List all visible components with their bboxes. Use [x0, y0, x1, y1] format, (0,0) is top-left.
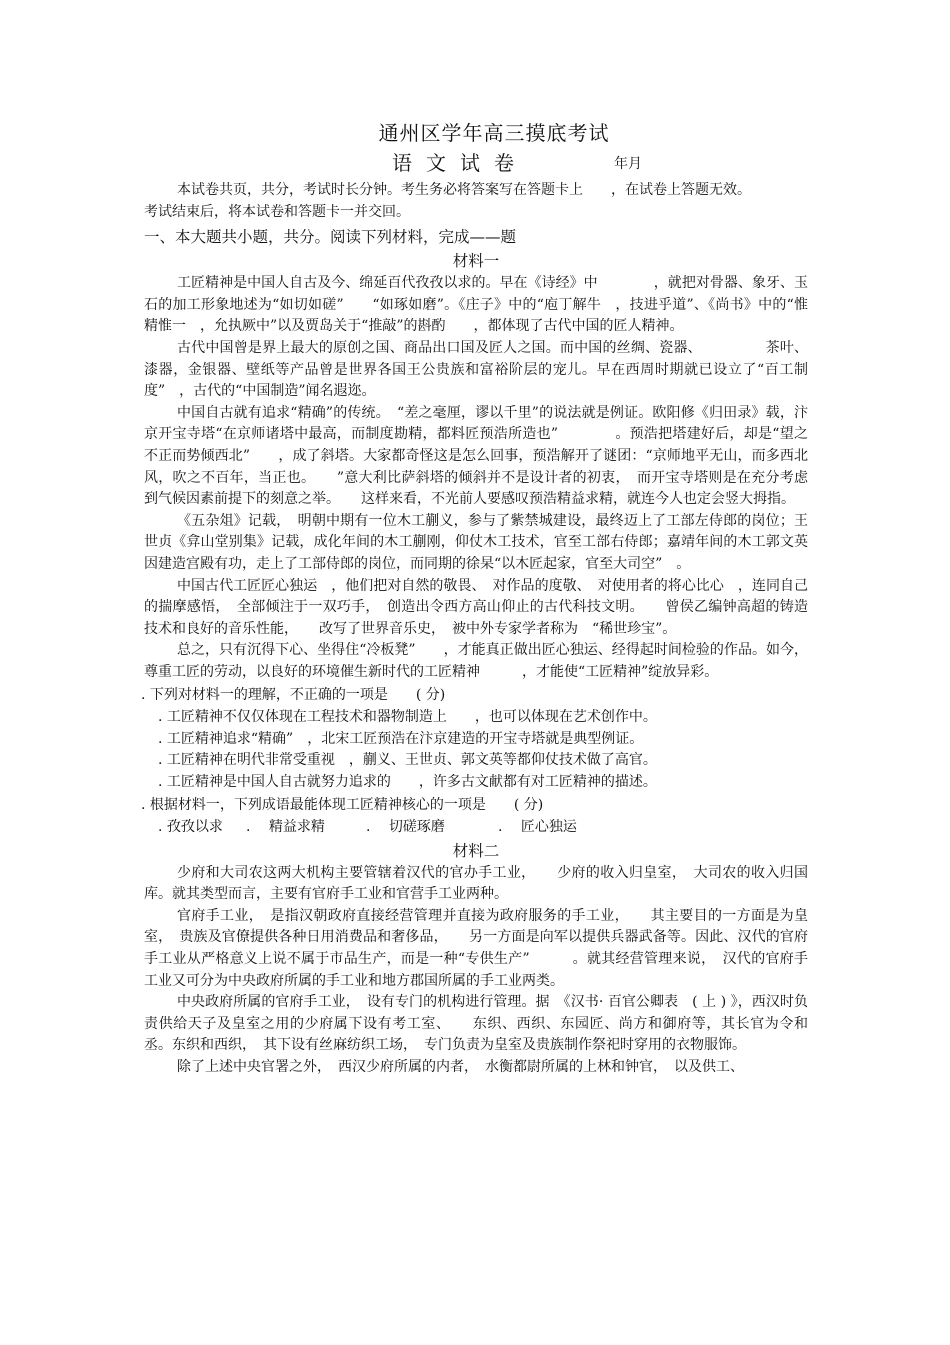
material-one-paragraph: 工匠精神是中国人自古及今、绵延百代孜孜以求的。早在《诗经》中 ，就把对骨器、象牙、玉石的加工形象地述为“如切如磋” “如琢如磨”。《庄子》中的“庖丁解牛 ，技进乎道”、《尚书》中的“惟精惟一 ，允执厥中”以及贾岛关于“推敲”的斟酌 ，都体现了古代中国的匠人精神。 [144, 275, 808, 335]
material-one-paragraph: 中国自古就有追求“精确”的传统。 “差之毫厘，谬以千里”的说法就是例证。欧阳修《归田录》载，汴京开宝寺塔“在京师诸塔中最高，而制度勘精，都料匠预浩所造也” 。预浩把塔建好后，却是“望之不正而势倾西北” ，成了斜塔。大家都奇怪这是怎么回事，预浩解开了谜团：“京师地平无山，而多西北风，吹之不百年，当正也。 ”意大利比萨斜塔的倾斜并不是设计者的初衷， 而开宝寺塔则是在充分考虑到气候因素前提下的刻意之举。 这样来看，不光前人要感叹预浩精益求精，就连今人也定会竖大拇指。 [144, 404, 808, 508]
material-one-paragraph: 中国古代工匠匠心独运 ，他们把对自然的敬畏、 对作品的度敬、 对使用者的将心比心 ，连同自己的揣摩感悟， 全部倾注于一双巧手， 创造出令西方高山仰止的古代科技文明。 曾侯乙编钟高超的铸造技术和良好的音乐性能， 改写了世界音乐史， 被中外专家学者称为 “稀世珍宝”。 [144, 577, 808, 637]
material-one-paragraph: 《五杂俎》记载， 明朝中期有一位木工蒯义，参与了紫禁城建设，最终迈上了工部左侍郎的岗位；王世贞《弇山堂别集》记载，成化年间的木工蒯刚，仰仗木工技术，官至工部右侍郎；嘉靖年间的木工郭文英因建造宫殿有功，走上了工部侍郎的岗位，而同期的徐杲“以木匠起家，官至大司空” 。 [144, 512, 808, 572]
question-2-options [158, 817, 808, 839]
material-two-paragraph: 少府和大司农这两大机构主要管辖着汉代的官办手工业， 少府的收入归皇室， 大司农的收入归国库。就其类型而言，主要有官府手工业和官营手工业两种。 [144, 864, 808, 903]
paper-subtitle: 语文试卷 [392, 151, 528, 175]
exam-title: 通州区学年高三摸底考试 [378, 121, 610, 145]
section-one-heading: 一、本大题共小题，共分。阅读下列材料，完成——题 [144, 228, 517, 247]
material-two-paragraph: 官府手工业， 是指汉朝政府直接经营管理并直接为政府服务的手工业， 其主要目的一方面是为皇室， 贵族及官僚提供各种日用消费品和奢侈品， 另一方面是向军以提供兵器武备等。因此、汉代的官府手工业从严格意义上说不属于市品生产，而是一种“专供生产” 。就其经营管理来说， 汉代的官府手工业又可分为中央政府所属的手工业和地方郡国所属的手工业两类。 [144, 907, 808, 989]
material-two-title: 材料二 [452, 841, 500, 860]
material-two-paragraph: 中央政府所属的官府手工业， 设有专门的机构进行管理。据 《汉书· 百官公卿表 ( 上 ) 》，西汉时负责供给天子及皇室之用的少府属下设有考工室、 东织、西织、东园匠、尚方和御府等，其长官为令和丞。东织和西织， 其下设有丝麻纺织工场， 专门负责为皇室及贵族制作祭祀时穿用的衣物服饰。 [144, 994, 808, 1054]
subtitle-row [144, 150, 808, 176]
exam-date: 年月 [614, 156, 642, 172]
question-1-option: . 工匠精神追求“精确” ，北宋工匠预浩在汴京建造的开宝寺塔就是典型例证。 [158, 730, 644, 747]
material-two-paragraph: 除了上述中央官署之外， 西汉少府所属的内者， 水衡都尉所属的上林和钟官， 以及供工、 [177, 1058, 744, 1075]
question-1-stem: . 下列对材料一的理解，不正确的一项是 ( 分) [141, 687, 446, 704]
material-one-title: 材料一 [452, 252, 500, 271]
question-1-option: . 工匠精神不仅仅体现在工程技术和器物制造上 ，也可以体现在艺术创作中。 [158, 709, 657, 726]
material-one-paragraph: 总之，只有沉得下心、坐得住“冷板凳” ，才能真正做出匠心独运、经得起时间检验的作品。如今，尊重工匠的劳动，以良好的环境催生新时代的工匠精神 ，才能使“工匠精神”绽放异彩。 [144, 642, 808, 680]
question-2-option: . 切磋琢磨 [366, 819, 445, 836]
question-2-option: . 精益求精 [246, 819, 325, 836]
question-2-stem: . 根据材料一，下列成语最能体现工匠精神核心的一项是 ( 分) [141, 797, 544, 814]
exam-page [141, 118, 808, 1079]
question-2-option: . 匠心独运 [498, 819, 577, 836]
question-1-option: . 工匠精神在明代非常受重视 ，蒯义、王世贞、郭文英等都仰仗技术做了高官。 [158, 752, 657, 769]
material-one-paragraph: 古代中国曾是界上最大的原创之国、商品出口国及匠人之国。而中国的丝绸、瓷器、 茶叶、漆器，金银器、壁纸等产品曾是世界各国王公贵族和富裕阶层的宠儿。早在西周时期就已设立了“百工制度” ，古代的“中国制造”闻名遐迩。 [144, 339, 808, 400]
instructions-line-2: 考试结束后，将本试卷和答题卡一并交回。 [144, 203, 410, 220]
question-2-option: . 孜孜以求 [158, 819, 223, 836]
question-1-option: . 工匠精神是中国人自古就努力追求的 ，许多古文献都有对工匠精神的描述。 [158, 773, 657, 790]
instructions-line-1: 本试卷共页，共分，考试时长分钟。考生务必将答案写在答题卡上 ，在试卷上答题无效。 [177, 182, 751, 198]
